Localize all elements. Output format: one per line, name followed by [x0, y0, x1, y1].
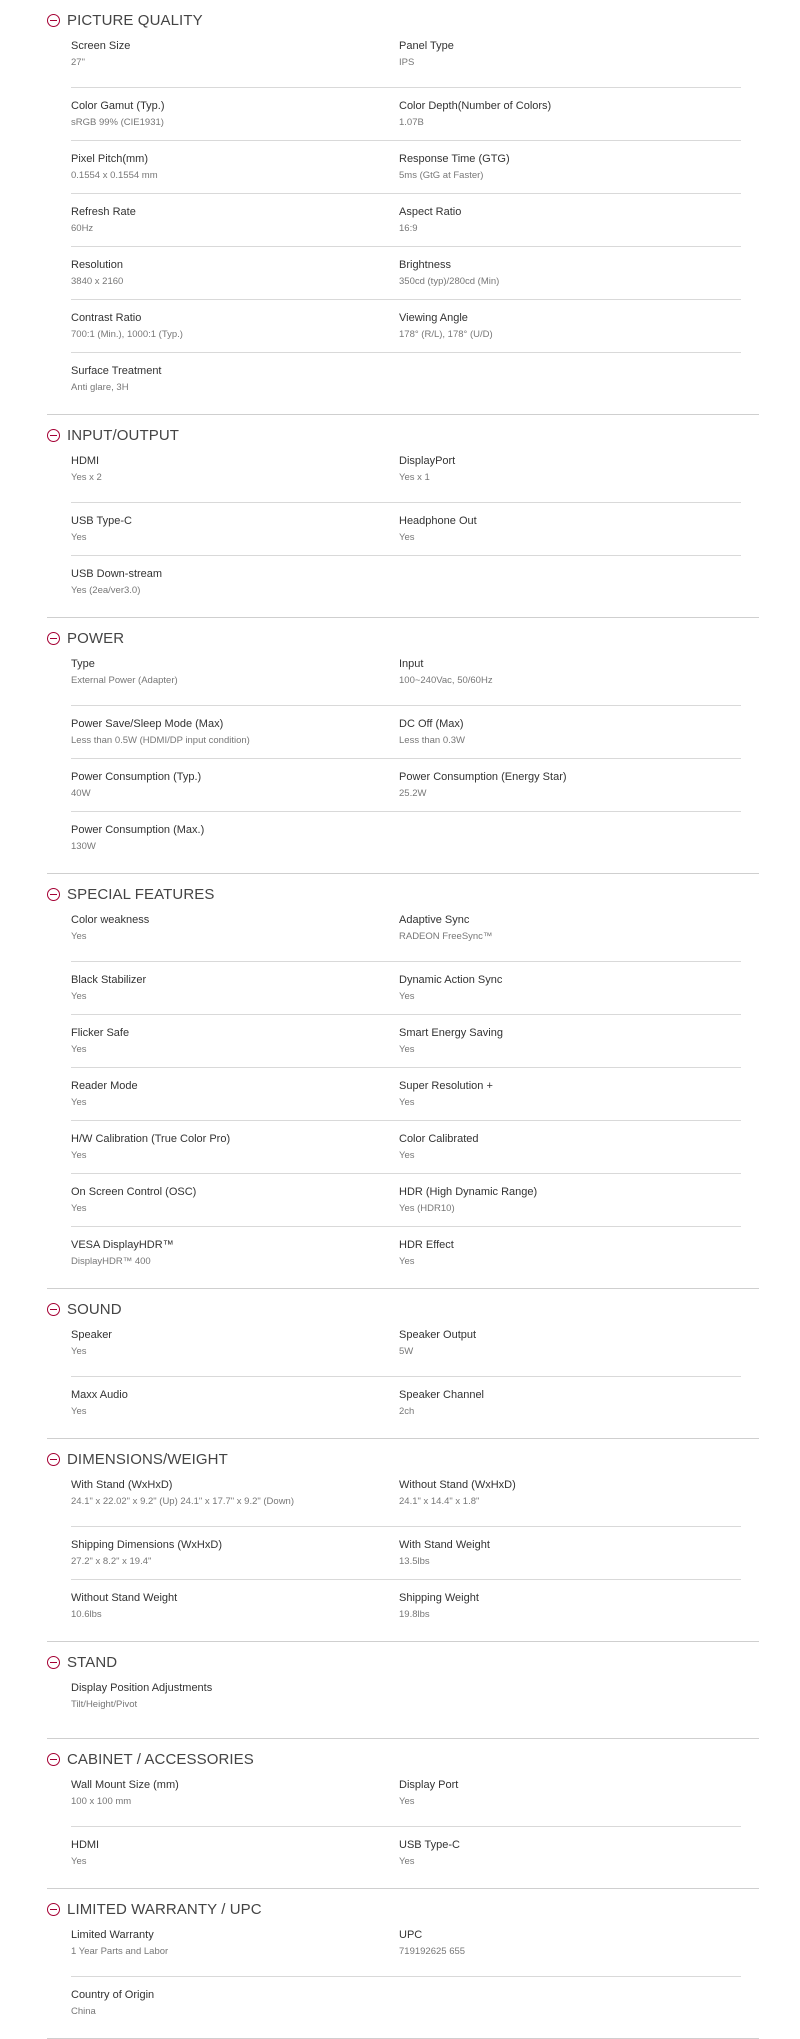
- spec-label: Flicker Safe: [71, 1027, 130, 1039]
- spec-item: [71, 716, 399, 758]
- spec-item: [71, 38, 399, 87]
- spec-item: [399, 1537, 741, 1579]
- spec-row: [71, 1173, 741, 1226]
- spec-item: [71, 1680, 399, 1729]
- spec-value: 3840 x 2160: [71, 276, 124, 287]
- spec-item: [399, 151, 741, 193]
- spec-row: [71, 1014, 741, 1067]
- section-toggle-stand[interactable]: [47, 1651, 759, 1673]
- spec-label: Surface Treatment: [71, 365, 162, 377]
- spec-row: [71, 1924, 741, 1976]
- spec-value: DisplayHDR™ 400: [71, 1256, 151, 1267]
- spec-label: Color Gamut (Typ.): [71, 100, 165, 112]
- spec-label: Maxx Audio: [71, 1389, 128, 1401]
- spec-label: UPC: [399, 1929, 423, 1941]
- spec-row: [71, 1826, 741, 1879]
- spec-value: External Power (Adapter): [71, 675, 178, 686]
- spec-label: Response Time (GTG): [399, 153, 510, 165]
- spec-label: Screen Size: [71, 40, 131, 52]
- spec-label: Refresh Rate: [71, 206, 136, 218]
- spec-row: [71, 140, 741, 193]
- spec-label: HDMI: [71, 1839, 100, 1851]
- minus-circle-icon[interactable]: [47, 1303, 60, 1316]
- spec-value: Yes: [71, 931, 87, 942]
- section-toggle-cabinet-accessories[interactable]: [47, 1748, 759, 1770]
- spec-item: [71, 1777, 399, 1826]
- spec-value: Yes x 1: [399, 472, 430, 483]
- spec-label: Super Resolution +: [399, 1080, 493, 1092]
- spec-value: Yes: [399, 991, 415, 1002]
- section-title: INPUT/OUTPUT: [67, 426, 180, 444]
- section-title: POWER: [67, 629, 125, 647]
- spec-label: Pixel Pitch(mm): [71, 153, 149, 165]
- spec-item: [399, 1327, 741, 1376]
- spec-label: Wall Mount Size (mm): [71, 1779, 179, 1791]
- section-toggle-power[interactable]: [47, 627, 759, 649]
- spec-label: DisplayPort: [399, 455, 456, 467]
- spec-row: [71, 1226, 741, 1279]
- spec-label: Dynamic Action Sync: [399, 974, 503, 986]
- spec-value: 719192625 655: [399, 1946, 466, 1957]
- spec-label: DC Off (Max): [399, 718, 464, 730]
- spec-item: [399, 1237, 741, 1279]
- spec-value: RADEON FreeSync™: [399, 931, 493, 942]
- spec-item: [399, 310, 741, 352]
- spec-label: Type: [71, 658, 95, 670]
- spec-row: [71, 246, 741, 299]
- spec-value: 24.1" x 22.02" x 9.2" (Up) 24.1" x 17.7" x 9.2" (Down): [71, 1496, 295, 1507]
- spec-value: 13.5lbs: [399, 1556, 430, 1567]
- spec-section-special-features: [47, 883, 759, 1289]
- spec-item: [399, 716, 741, 758]
- spec-value: Anti glare, 3H: [71, 382, 129, 393]
- spec-value: 100 x 100 mm: [71, 1796, 132, 1807]
- spec-row: [71, 299, 741, 352]
- spec-row: [71, 450, 741, 502]
- spec-value: Tilt/Height/Pivot: [71, 1699, 138, 1710]
- spec-label: Color weakness: [71, 914, 150, 926]
- spec-row: [71, 1376, 741, 1429]
- spec-item: [71, 1590, 399, 1632]
- section-title: LIMITED WARRANTY / UPC: [67, 1900, 262, 1918]
- spec-value: Yes (2ea/ver3.0): [71, 585, 141, 596]
- spec-item: [71, 972, 399, 1014]
- spec-item: [71, 1987, 399, 2029]
- spec-value: Yes: [399, 1150, 415, 1161]
- spec-value: sRGB 99% (CIE1931): [71, 117, 164, 128]
- spec-item: [399, 1025, 741, 1067]
- spec-item: [71, 769, 399, 811]
- spec-label: HDMI: [71, 455, 100, 467]
- spec-value: 40W: [71, 788, 91, 799]
- spec-item: [71, 912, 399, 961]
- spec-label: Headphone Out: [399, 515, 477, 527]
- spec-item: [71, 1387, 399, 1429]
- spec-item: [399, 769, 741, 811]
- spec-value: 19.8lbs: [399, 1609, 430, 1620]
- spec-label: Viewing Angle: [399, 312, 468, 324]
- spec-item: [71, 204, 399, 246]
- spec-section-cabinet-accessories: [47, 1748, 759, 1889]
- spec-label: USB Type-C: [71, 515, 132, 527]
- spec-item: [71, 1537, 399, 1579]
- spec-value: Yes: [71, 1406, 87, 1417]
- spec-item: [399, 38, 741, 87]
- spec-item: [71, 1477, 399, 1526]
- spec-label: Speaker: [71, 1329, 112, 1341]
- spec-value: Yes (HDR10): [399, 1203, 455, 1214]
- spec-value: Yes x 2: [71, 472, 102, 483]
- spec-section-stand: [47, 1651, 759, 1739]
- spec-item: [399, 912, 741, 961]
- spec-section-limited-warranty-upc: [47, 1898, 759, 2039]
- spec-label: Speaker Output: [399, 1329, 477, 1341]
- section-toggle-dimensions-weight[interactable]: [47, 1448, 759, 1470]
- spec-item: [399, 656, 741, 705]
- spec-item: [71, 1837, 399, 1879]
- spec-row: [71, 352, 741, 405]
- section-title: STAND: [67, 1653, 118, 1671]
- spec-value: 100~240Vac, 50/60Hz: [399, 675, 493, 686]
- spec-item: [399, 1590, 741, 1632]
- spec-value: Yes: [71, 1346, 87, 1357]
- spec-item: [71, 566, 399, 608]
- spec-item: [71, 1184, 399, 1226]
- spec-value: 178° (R/L), 178° (U/D): [399, 329, 493, 340]
- spec-row: [71, 1474, 741, 1526]
- spec-row: [71, 1324, 741, 1376]
- spec-value: Yes: [71, 991, 87, 1002]
- spec-value: Yes: [71, 1044, 87, 1055]
- spec-value: Yes: [399, 1097, 415, 1108]
- minus-circle-icon[interactable]: [47, 1453, 60, 1466]
- spec-item: [71, 822, 399, 864]
- spec-label: Power Save/Sleep Mode (Max): [71, 718, 224, 730]
- spec-label: On Screen Control (OSC): [71, 1186, 197, 1198]
- spec-value: 16:9: [399, 223, 418, 234]
- spec-value: 10.6lbs: [71, 1609, 102, 1620]
- spec-label: Shipping Weight: [399, 1592, 479, 1604]
- spec-item: [399, 204, 741, 246]
- spec-label: Smart Energy Saving: [399, 1027, 503, 1039]
- spec-list: [47, 0, 759, 2039]
- section-title: CABINET / ACCESSORIES: [67, 1750, 254, 1768]
- spec-value: 5ms (GtG at Faster): [399, 170, 484, 181]
- spec-item: [71, 513, 399, 555]
- spec-value: 24.1" x 14.4" x 1.8": [399, 1496, 480, 1507]
- spec-row: [71, 758, 741, 811]
- spec-value: Yes: [71, 1203, 87, 1214]
- spec-value: 5W: [399, 1346, 414, 1357]
- spec-row: [71, 502, 741, 555]
- spec-value: Yes: [399, 532, 415, 543]
- spec-item: [71, 257, 399, 299]
- spec-value: 700:1 (Min.), 1000:1 (Typ.): [71, 329, 183, 340]
- minus-circle-icon[interactable]: [47, 888, 60, 901]
- spec-item: [71, 453, 399, 502]
- minus-circle-icon[interactable]: [47, 632, 60, 645]
- spec-section-picture-quality: [47, 9, 759, 415]
- spec-label: USB Down-stream: [71, 568, 163, 580]
- spec-label: Aspect Ratio: [399, 206, 462, 218]
- spec-item: [399, 1078, 741, 1120]
- spec-label: Panel Type: [399, 40, 454, 52]
- spec-value: 130W: [71, 841, 96, 852]
- spec-label: Power Consumption (Typ.): [71, 771, 202, 783]
- spec-item: [71, 1131, 399, 1173]
- spec-value: Yes: [71, 1150, 87, 1161]
- spec-item: [399, 98, 741, 140]
- spec-item: [399, 1837, 741, 1879]
- spec-row: [71, 1774, 741, 1826]
- spec-value: Yes: [399, 1796, 415, 1807]
- spec-item: [71, 1025, 399, 1067]
- spec-item: [71, 656, 399, 705]
- spec-row: [71, 555, 741, 608]
- spec-value: Yes: [399, 1044, 415, 1055]
- spec-label: Display Port: [399, 1779, 459, 1791]
- spec-label: H/W Calibration (True Color Pro): [71, 1133, 231, 1145]
- section-title: SPECIAL FEATURES: [67, 885, 215, 903]
- spec-label: Resolution: [71, 259, 123, 271]
- spec-row: [71, 1067, 741, 1120]
- spec-label: Power Consumption (Energy Star): [399, 771, 567, 783]
- spec-item: [71, 363, 399, 405]
- spec-item: [399, 453, 741, 502]
- spec-value: 350cd (typ)/280cd (Min): [399, 276, 500, 287]
- section-toggle-input-output[interactable]: [47, 424, 759, 446]
- spec-row: [71, 653, 741, 705]
- section-toggle-sound[interactable]: [47, 1298, 759, 1320]
- spec-value: Yes: [71, 1856, 87, 1867]
- section-toggle-picture-quality[interactable]: [47, 9, 759, 31]
- spec-row: [71, 1976, 741, 2029]
- spec-label: Reader Mode: [71, 1080, 138, 1092]
- spec-value: Less than 0.3W: [399, 735, 466, 746]
- spec-label: VESA DisplayHDR™: [71, 1239, 174, 1251]
- section-toggle-limited-warranty-upc[interactable]: [47, 1898, 759, 1920]
- spec-item: [399, 1131, 741, 1173]
- spec-value: 1 Year Parts and Labor: [71, 1946, 169, 1957]
- minus-circle-icon[interactable]: [47, 1656, 60, 1669]
- spec-row: [71, 193, 741, 246]
- minus-circle-icon[interactable]: [47, 1903, 60, 1916]
- spec-row: [71, 1677, 741, 1729]
- spec-value: Less than 0.5W (HDMI/DP input condition): [71, 735, 250, 746]
- spec-label: Brightness: [399, 259, 451, 271]
- spec-label: Without Stand (WxHxD): [399, 1479, 516, 1491]
- minus-circle-icon[interactable]: [47, 429, 60, 442]
- spec-label: HDR Effect: [399, 1239, 454, 1251]
- spec-value: Yes: [71, 532, 87, 543]
- spec-item: [71, 1078, 399, 1120]
- spec-value: 27": [71, 57, 85, 68]
- spec-row: [71, 705, 741, 758]
- spec-label: Adaptive Sync: [399, 914, 470, 926]
- spec-item: [399, 257, 741, 299]
- spec-label: Contrast Ratio: [71, 312, 142, 324]
- spec-item: [71, 310, 399, 352]
- spec-row: [71, 35, 741, 87]
- spec-item: [399, 1477, 741, 1526]
- section-title: PICTURE QUALITY: [67, 11, 203, 29]
- spec-row: [71, 961, 741, 1014]
- spec-label: Black Stabilizer: [71, 974, 147, 986]
- spec-label: Input: [399, 658, 424, 670]
- spec-item: [399, 1927, 741, 1976]
- spec-value: China: [71, 2006, 96, 2017]
- spec-value: 0.1554 x 0.1554 mm: [71, 170, 158, 181]
- spec-value: 2ch: [399, 1406, 415, 1417]
- spec-label: With Stand Weight: [399, 1539, 490, 1551]
- minus-circle-icon[interactable]: [47, 14, 60, 27]
- spec-value: 1.07B: [399, 117, 424, 128]
- spec-item: [71, 1927, 399, 1976]
- spec-row: [71, 1120, 741, 1173]
- spec-label: Power Consumption (Max.): [71, 824, 205, 836]
- spec-label: With Stand (WxHxD): [71, 1479, 173, 1491]
- spec-item: [71, 1237, 399, 1279]
- spec-value: 27.2" x 8.2" x 19.4": [71, 1556, 152, 1567]
- spec-value: Yes: [71, 1097, 87, 1108]
- spec-item: [399, 972, 741, 1014]
- spec-row: [71, 1579, 741, 1632]
- spec-item: [399, 1387, 741, 1429]
- spec-value: Yes: [399, 1856, 415, 1867]
- spec-label: Display Position Adjustments: [71, 1682, 213, 1694]
- spec-section-input-output: [47, 424, 759, 618]
- spec-label: USB Type-C: [399, 1839, 460, 1851]
- section-title: DIMENSIONS/WEIGHT: [67, 1450, 228, 1468]
- spec-row: [71, 811, 741, 864]
- spec-value: 60Hz: [71, 223, 94, 234]
- spec-label: Speaker Channel: [399, 1389, 485, 1401]
- spec-row: [71, 909, 741, 961]
- spec-item: [399, 1777, 741, 1826]
- spec-label: Shipping Dimensions (WxHxD): [71, 1539, 222, 1551]
- section-toggle-special-features[interactable]: [47, 883, 759, 905]
- spec-item: [71, 98, 399, 140]
- spec-label: Limited Warranty: [71, 1929, 154, 1941]
- spec-section-sound: [47, 1298, 759, 1439]
- spec-value: IPS: [399, 57, 415, 68]
- minus-circle-icon[interactable]: [47, 1753, 60, 1766]
- spec-label: Color Depth(Number of Colors): [399, 100, 552, 112]
- section-title: SOUND: [67, 1300, 122, 1318]
- spec-item: [71, 1327, 399, 1376]
- spec-section-power: [47, 627, 759, 874]
- spec-item: [399, 1184, 741, 1226]
- spec-label: HDR (High Dynamic Range): [399, 1186, 538, 1198]
- spec-row: [71, 1526, 741, 1579]
- spec-value: 25.2W: [399, 788, 427, 799]
- spec-section-dimensions-weight: [47, 1448, 759, 1642]
- spec-item: [71, 151, 399, 193]
- spec-label: Without Stand Weight: [71, 1592, 178, 1604]
- spec-item: [399, 513, 741, 555]
- spec-label: Color Calibrated: [399, 1133, 479, 1145]
- spec-row: [71, 87, 741, 140]
- spec-value: Yes: [399, 1256, 415, 1267]
- spec-label: Country of Origin: [71, 1989, 155, 2001]
